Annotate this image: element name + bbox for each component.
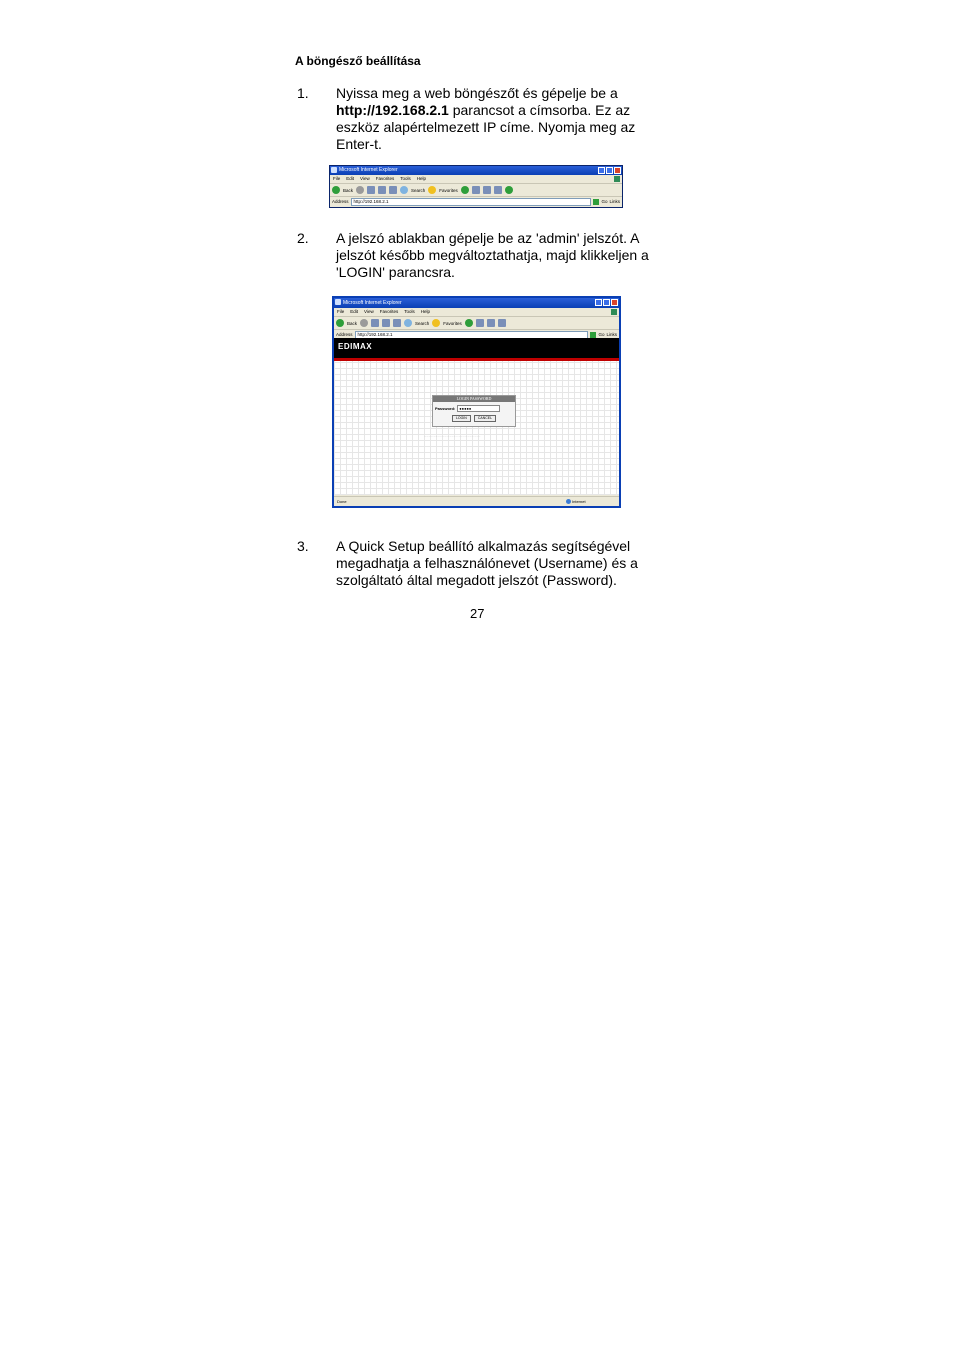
refresh-icon[interactable] — [382, 319, 390, 327]
menu-bar — [334, 308, 619, 317]
links-button[interactable]: Links — [606, 332, 617, 337]
minimize-icon[interactable] — [595, 299, 602, 306]
page-number: 27 — [470, 606, 485, 621]
address-input[interactable]: http://192.168.2.1 — [351, 198, 592, 206]
menu-view[interactable]: View — [360, 176, 370, 181]
search-label[interactable]: Search — [415, 320, 430, 326]
windows-flag-icon — [611, 309, 617, 315]
favorites-icon[interactable] — [428, 186, 436, 194]
menu-favorites[interactable]: Favorites — [379, 309, 399, 314]
print-icon[interactable] — [483, 186, 491, 194]
search-icon[interactable] — [400, 186, 408, 194]
step-1-text — [336, 85, 666, 153]
internet-zone-icon — [566, 499, 571, 504]
status-zone-label: Internet — [572, 499, 586, 504]
refresh-icon[interactable] — [378, 186, 386, 194]
window-titlebar — [330, 166, 622, 175]
browser-screenshot-2 — [332, 296, 621, 508]
menu-help[interactable]: Help — [420, 309, 431, 314]
favorites-label[interactable]: Favorites — [443, 320, 462, 326]
password-input[interactable]: ●●●●● — [457, 405, 500, 412]
print-icon[interactable] — [487, 319, 495, 327]
forward-icon[interactable] — [356, 186, 364, 194]
go-icon[interactable] — [593, 199, 599, 205]
ie-icon — [335, 299, 341, 305]
step-1-number: 1. — [297, 85, 309, 101]
menu-favorites[interactable]: Favorites — [375, 176, 395, 181]
search-icon[interactable] — [404, 319, 412, 327]
banner-divider — [334, 358, 619, 361]
menu-view[interactable]: View — [364, 309, 374, 314]
back-label[interactable]: Back — [347, 320, 358, 326]
menu-tools[interactable]: Tools — [400, 176, 411, 181]
go-icon[interactable] — [590, 332, 596, 338]
home-icon[interactable] — [393, 319, 401, 327]
toolbar — [330, 184, 622, 197]
ie-icon — [331, 167, 337, 173]
status-zone — [566, 497, 586, 506]
step-1-text-after: parancsot a címsorba. Ez az eszköz alapértelmezett IP címe. Nyomja meg az Enter-t. — [336, 102, 636, 152]
forward-icon[interactable] — [360, 319, 368, 327]
status-done: Done — [337, 499, 347, 504]
menu-edit[interactable]: Edit — [350, 309, 359, 314]
address-label: Address — [336, 332, 353, 337]
login-button[interactable]: LOGIN — [452, 415, 471, 422]
mail-icon[interactable] — [476, 319, 484, 327]
cancel-button[interactable]: CANCEL — [474, 415, 496, 422]
step-1-text-before: Nyissa meg a web böngészőt és gépelje be a — [336, 85, 618, 101]
history-icon[interactable] — [465, 319, 473, 327]
go-button[interactable]: Go — [601, 199, 608, 204]
step-1-url: http://192.168.2.1 — [336, 102, 449, 118]
close-icon[interactable] — [611, 299, 618, 306]
edit-icon[interactable] — [494, 186, 502, 194]
window-title: Microsoft Internet Explorer — [343, 300, 402, 306]
address-label: Address — [332, 199, 349, 204]
go-button[interactable]: Go — [598, 332, 605, 337]
menu-file[interactable]: File — [337, 309, 345, 314]
back-label[interactable]: Back — [343, 187, 354, 193]
mail-icon[interactable] — [472, 186, 480, 194]
menu-edit[interactable]: Edit — [346, 176, 355, 181]
search-label[interactable]: Search — [411, 187, 426, 193]
step-2-number: 2. — [297, 230, 309, 246]
browser-screenshot-1 — [329, 165, 623, 208]
menu-help[interactable]: Help — [416, 176, 427, 181]
menu-tools[interactable]: Tools — [404, 309, 415, 314]
favorites-icon[interactable] — [432, 319, 440, 327]
minimize-icon[interactable] — [598, 167, 605, 174]
menu-bar — [330, 175, 622, 184]
favorites-label[interactable]: Favorites — [439, 187, 458, 193]
links-button[interactable]: Links — [609, 199, 620, 204]
stop-icon[interactable] — [371, 319, 379, 327]
password-label: Password: — [435, 406, 456, 411]
address-input[interactable]: http://192.168.2.1 — [355, 331, 589, 339]
address-bar — [330, 197, 622, 206]
step-3-number: 3. — [297, 538, 309, 554]
login-panel — [432, 395, 516, 427]
page-content — [334, 338, 619, 495]
copyright-text: ................................................................................. — [424, 435, 481, 438]
step-2-text: A jelszó ablakban gépelje be az 'admin' jelszót. A jelszót később megváltoztathatja, majd klikkeljen a 'LOGIN' parancsra. — [336, 230, 649, 280]
home-icon[interactable] — [389, 186, 397, 194]
maximize-icon[interactable] — [606, 167, 613, 174]
window-titlebar — [334, 298, 619, 308]
back-icon[interactable] — [332, 186, 340, 194]
close-icon[interactable] — [614, 167, 621, 174]
login-panel-title: LOGIN PASSWORD — [433, 396, 515, 402]
window-title: Microsoft Internet Explorer — [339, 167, 398, 173]
windows-flag-icon — [614, 176, 620, 182]
status-bar — [334, 496, 619, 506]
edimax-banner — [334, 338, 619, 358]
messenger-icon[interactable] — [505, 186, 513, 194]
edimax-logo: EDIMAX — [338, 342, 373, 351]
back-icon[interactable] — [336, 319, 344, 327]
history-icon[interactable] — [461, 186, 469, 194]
maximize-icon[interactable] — [603, 299, 610, 306]
menu-file[interactable]: File — [333, 176, 341, 181]
step-3-text: A Quick Setup beállító alkalmazás segítségével megadhatja a felhasználónevet (Username) és a szolgáltató által megadott jelszót (Password). — [336, 538, 638, 588]
toolbar — [334, 317, 619, 330]
section-heading: A böngésző beállítása — [295, 54, 421, 68]
stop-icon[interactable] — [367, 186, 375, 194]
edit-icon[interactable] — [498, 319, 506, 327]
